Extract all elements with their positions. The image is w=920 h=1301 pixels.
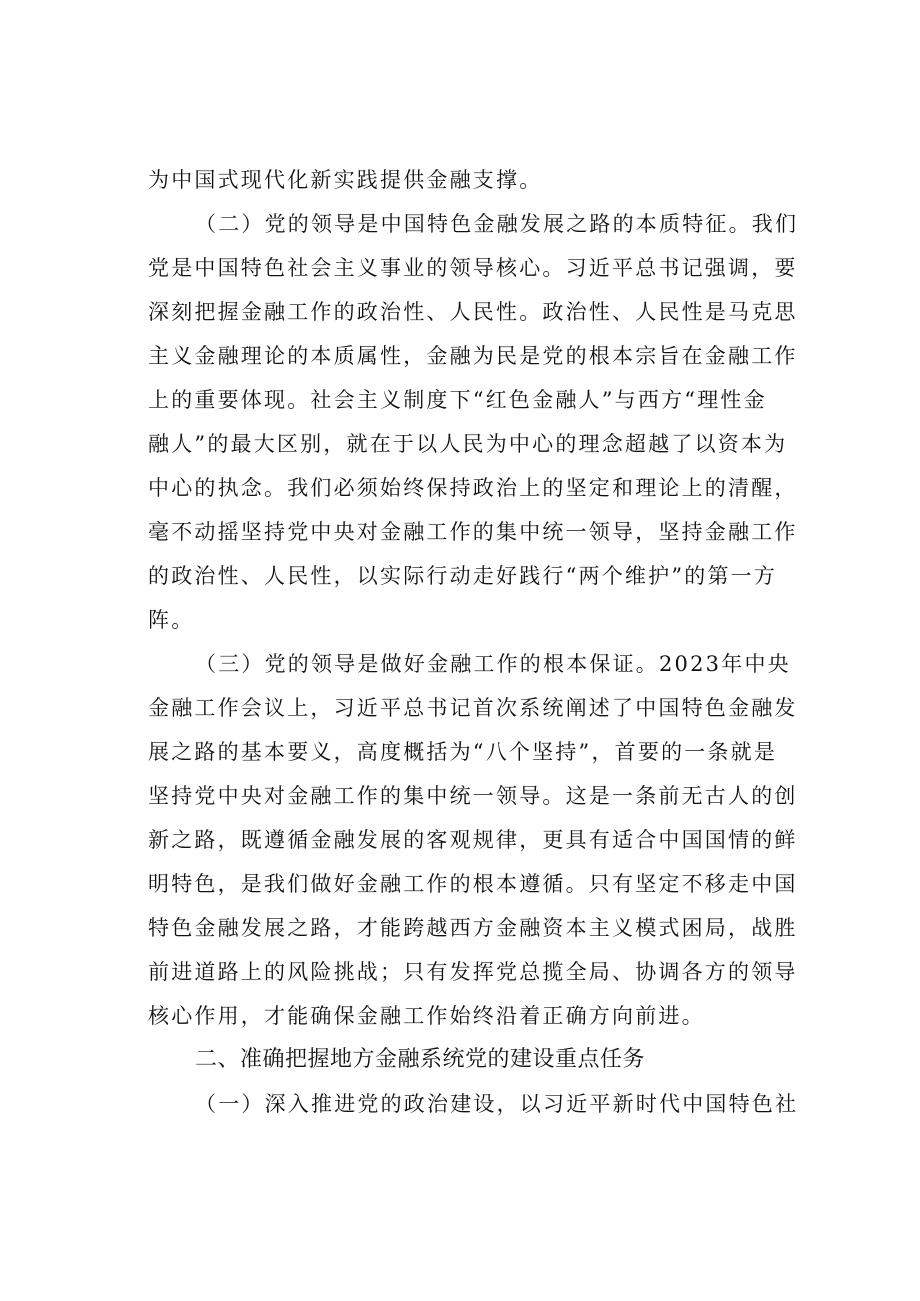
text-line: 上的重要体现。社会主义制度下“红色金融人”与西方“理性金 xyxy=(148,388,767,412)
text-line: 特色金融发展之路，才能跨越西方金融资本主义模式困局，战胜 xyxy=(148,916,798,940)
section-heading: 二、准确把握地方金融系统党的建设重点任务 xyxy=(195,1047,646,1072)
text-line: 阵。 xyxy=(148,608,195,632)
text-line: 主义金融理论的本质属性，金融为民是党的根本宗旨在金融工作 xyxy=(148,344,798,368)
text-line: 展之路的基本要义，高度概括为“八个坚持”，首要的一条就是 xyxy=(148,740,778,764)
text-line: 的政治性、人民性，以实际行动走好践行“两个维护”的第一方 xyxy=(148,564,778,588)
text-line: 中心的执念。我们必须始终保持政治上的坚定和理论上的清醒， xyxy=(148,476,798,500)
text-line: 金融工作会议上，习近平总书记首次系统阐述了中国特色金融发 xyxy=(148,696,798,720)
text-line: 前进道路上的风险挑战；只有发挥党总揽全局、协调各方的领导 xyxy=(148,960,798,984)
paragraph-start-line: （三）党的领导是做好金融工作的根本保证。2023年中央 xyxy=(195,652,791,676)
text-line: 毫不动摇坚持党中央对金融工作的集中统一领导，坚持金融工作 xyxy=(148,520,798,544)
text-line: 融人”的最大区别，就在于以人民为中心的理念超越了以资本为 xyxy=(148,432,788,456)
text-line: 核心作用，才能确保金融工作始终沿着正确方向前进。 xyxy=(148,1004,705,1028)
paragraph-start-line: （二）党的领导是中国特色金融发展之路的本质特征。我们 xyxy=(195,212,799,236)
text-line: 党是中国特色社会主义事业的领导核心。习近平总书记强调，要 xyxy=(148,256,798,280)
text-line: 为中国式现代化新实践提供金融支撑。 xyxy=(148,168,543,192)
text-line: 坚持党中央对金融工作的集中统一领导。这是一条前无古人的创 xyxy=(148,784,798,808)
text-line: 明特色，是我们做好金融工作的根本遵循。只有坚定不移走中国 xyxy=(148,872,798,896)
text-line: 新之路，既遵循金融发展的客观规律，更具有适合中国国情的鲜 xyxy=(148,828,798,852)
text-line: 深刻把握金融工作的政治性、人民性。政治性、人民性是马克思 xyxy=(148,300,798,324)
paragraph-start-line: （一）深入推进党的政治建设，以习近平新时代中国特色社 xyxy=(195,1092,799,1116)
